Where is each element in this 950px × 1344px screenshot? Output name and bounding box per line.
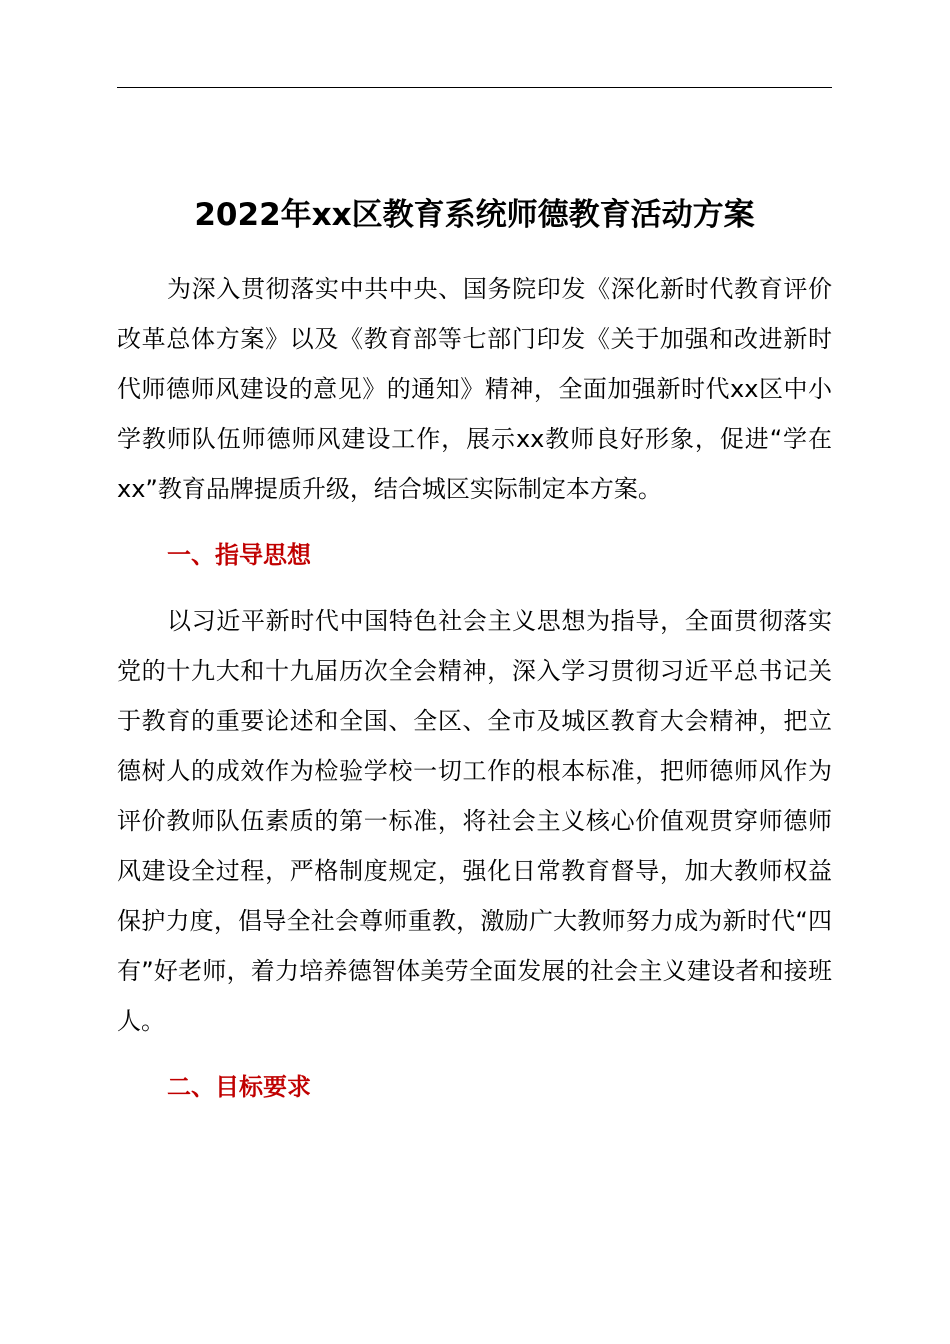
document-title: 2022年xx区教育系统师德教育活动方案 [194,197,755,233]
guiding-thought-paragraph: 以习近平新时代中国特色社会主义思想为指导，全面贯彻落实党的十九大和十九届历次全会精神，深入学习贯彻习近平总书记关于教育的重要论述和全国、全区、全市及城区教育大会精神，把立德树人的成效作为检验学校一切工作的根本标准，把师德师风作为评价教师队伍素质的第一标准，将社会主义核心价值观贯穿师德师风建设全过程，严格制度规定，强化日常教育督导，加大教师权益保护力度，倡导全社会尊师重教，激励广大教师努力成为新时代“四有”好老师，着力培养德智体美劳全面发展的社会主义建设者和接班人。 [117,607,832,1035]
section-heading-goals: 二、目标要求 [167,1073,311,1101]
intro-paragraph: 为深入贯彻落实中共中央、国务院印发《深化新时代教育评价改革总体方案》以及《教育部等七部门印发《关于加强和改进新时代师德师风建设的意见》的通知》精神，全面加强新时代xx区中小学教师队伍师德师风建设工作，展示xx教师良好形象，促进“学在xx”教育品牌提质升级，结合城区实际制定本方案。 [117,275,832,503]
section-heading-guiding-thought: 一、指导思想 [167,541,311,569]
document-body [117,264,832,1128]
header-rule [117,87,832,88]
